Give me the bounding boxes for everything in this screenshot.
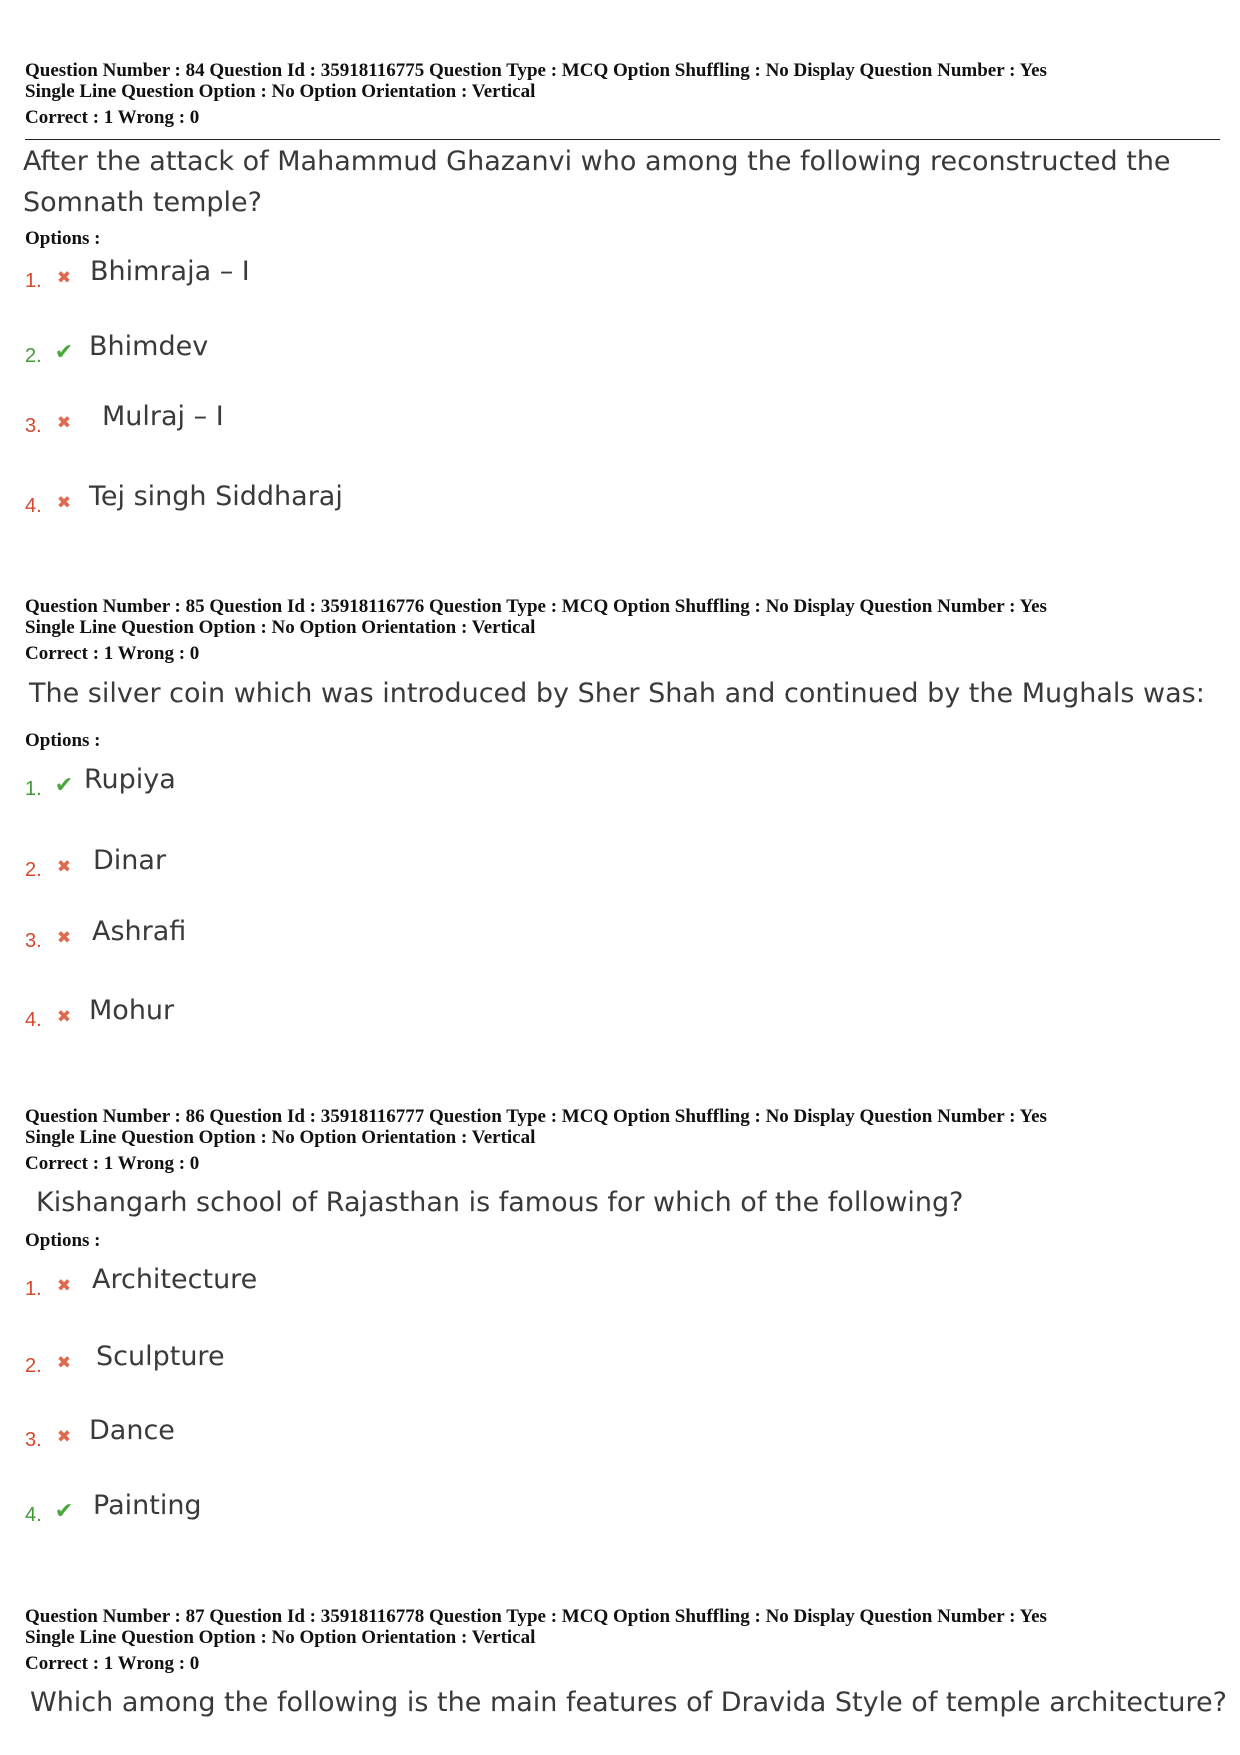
option-row <box>25 1341 725 1381</box>
option-number: 4. <box>25 495 42 517</box>
option-number: 4. <box>25 1504 42 1526</box>
question-marks: Correct : 1 Wrong : 0 <box>25 107 200 128</box>
question-meta-line: Single Line Question Option : No Option Orientation : Vertical <box>25 617 536 638</box>
option-text: Mulraj – I <box>102 401 224 432</box>
option-row <box>25 401 725 441</box>
cross-icon: ✖ <box>56 1353 72 1373</box>
option-row <box>25 1490 725 1530</box>
question-meta-line: Single Line Question Option : No Option Orientation : Vertical <box>25 81 536 102</box>
option-text: Bhimraja – I <box>90 256 250 287</box>
option-text: Mohur <box>89 995 175 1026</box>
option-text: Painting <box>93 1490 202 1521</box>
option-row <box>25 1264 725 1304</box>
option-number: 3. <box>25 415 42 437</box>
checkmark-icon: ✔ <box>54 1499 74 1524</box>
option-text: Rupiya <box>84 764 176 795</box>
cross-icon: ✖ <box>56 1007 72 1027</box>
options-label: Options : <box>25 1230 101 1251</box>
cross-icon: ✖ <box>56 1427 72 1447</box>
option-row <box>25 845 725 885</box>
question-meta-line: Single Line Question Option : No Option Orientation : Vertical <box>25 1627 536 1648</box>
option-text: Tej singh Siddharaj <box>89 481 343 512</box>
question-meta-line: Question Number : 85 Question Id : 35918116776 Question Type : MCQ Option Shuffling : No Display Question Number : Yes <box>25 596 1047 617</box>
option-number: 3. <box>25 1429 42 1451</box>
options-label: Options : <box>25 730 101 751</box>
option-text: Architecture <box>92 1264 258 1295</box>
option-row <box>25 995 725 1035</box>
cross-icon: ✖ <box>56 857 72 877</box>
question-86-meta <box>25 1106 1225 1174</box>
question-text-line: After the attack of Mahammud Ghazanvi who among the following reconstructed the <box>23 146 1171 177</box>
option-text: Bhimdev <box>89 331 209 362</box>
options-label: Options : <box>25 228 101 249</box>
option-number: 2. <box>25 1355 42 1377</box>
option-row <box>25 331 725 371</box>
option-number: 1. <box>25 1278 42 1300</box>
question-marks: Correct : 1 Wrong : 0 <box>25 643 200 664</box>
option-row <box>25 916 725 956</box>
question-meta-line: Question Number : 86 Question Id : 35918116777 Question Type : MCQ Option Shuffling : No Display Question Number : Yes <box>25 1106 1047 1127</box>
cross-icon: ✖ <box>56 413 72 433</box>
option-row <box>25 1415 725 1455</box>
question-86-text <box>36 1182 964 1223</box>
question-text-line: The silver coin which was introduced by Sher Shah and continued by the Mughals was: <box>29 678 1205 709</box>
question-text-line: Somnath temple? <box>23 187 262 218</box>
checkmark-icon: ✔ <box>54 773 74 798</box>
question-85-text <box>29 673 1205 714</box>
option-number: 1. <box>25 270 42 292</box>
question-84-text <box>23 141 1171 223</box>
option-number: 2. <box>25 859 42 881</box>
option-text: Dinar <box>93 845 167 876</box>
question-text-line: Which among the following is the main features of Dravida Style of temple architecture? <box>30 1687 1227 1718</box>
option-row <box>25 256 725 296</box>
option-number: 1. <box>25 778 42 800</box>
option-number: 4. <box>25 1009 42 1031</box>
option-text: Ashrafi <box>92 916 187 947</box>
checkmark-icon: ✔ <box>54 340 74 365</box>
question-meta-line: Single Line Question Option : No Option Orientation : Vertical <box>25 1127 536 1148</box>
option-number: 2. <box>25 345 42 367</box>
option-row <box>25 764 725 804</box>
cross-icon: ✖ <box>56 268 72 288</box>
question-marks: Correct : 1 Wrong : 0 <box>25 1153 200 1174</box>
question-marks: Correct : 1 Wrong : 0 <box>25 1653 200 1674</box>
divider-line <box>25 139 1220 140</box>
question-84-meta <box>25 60 1225 128</box>
option-number: 3. <box>25 930 42 952</box>
option-row <box>25 481 725 521</box>
question-meta-line: Question Number : 84 Question Id : 35918116775 Question Type : MCQ Option Shuffling : No Display Question Number : Yes <box>25 60 1047 81</box>
question-85-meta <box>25 596 1225 664</box>
question-meta-line: Question Number : 87 Question Id : 35918116778 Question Type : MCQ Option Shuffling : No Display Question Number : Yes <box>25 1606 1047 1627</box>
option-text: Sculpture <box>96 1341 225 1372</box>
cross-icon: ✖ <box>56 1276 72 1296</box>
question-text-line: Kishangarh school of Rajasthan is famous for which of the following? <box>36 1187 964 1218</box>
option-text: Dance <box>89 1415 175 1446</box>
cross-icon: ✖ <box>56 493 72 513</box>
question-87-text <box>30 1682 1227 1723</box>
cross-icon: ✖ <box>56 928 72 948</box>
question-87-meta <box>25 1606 1225 1674</box>
